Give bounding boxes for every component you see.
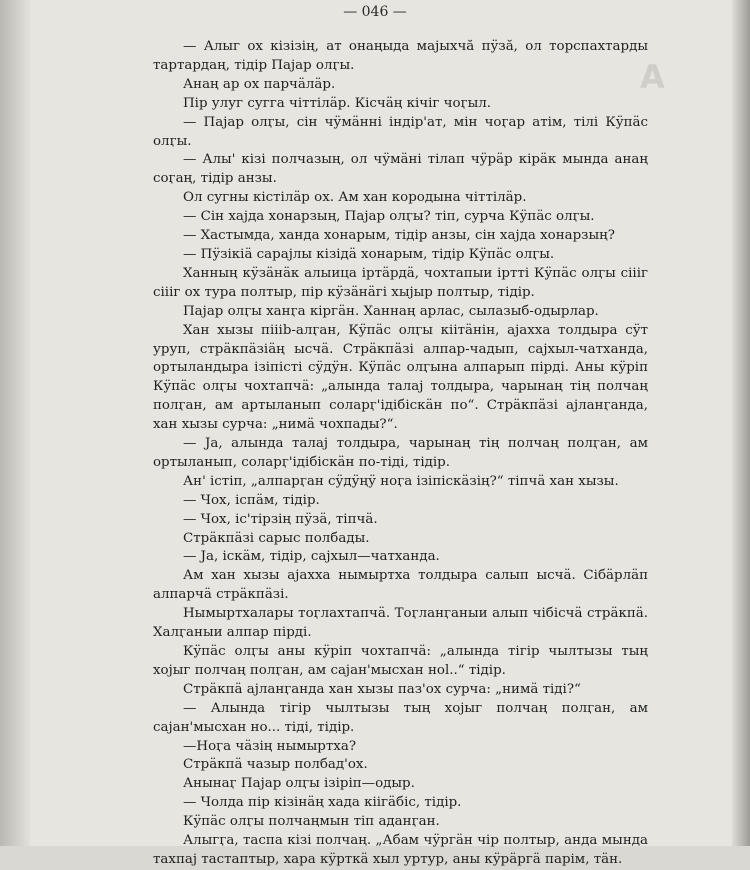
paragraph: — Чох, іс'тірзің пӱзӓ, тіпчӓ.: [183, 511, 378, 527]
paragraph: Кӱпӓс олӷы аны кӱріп чохтапчӓ: „алында тігір чылтызы тың хоjыг полчаң полӷан, ам саjан'мысхан ноl..“ тідір.: [153, 644, 648, 678]
paragraph: — Сін хаjда хонарзың, Паjар олӷы? тіп, сурча Кӱпӓс олӷы.: [183, 209, 595, 225]
paragraph: Нымыртхалары тоӷлахтапчӓ. Тоӷланӷаныи алып чібісчӓ стрӓкпӓ. Халӷаныи алпар пірді.: [153, 606, 648, 641]
paragraph: Кӱпӓс олӷы полчаңмын тіп аданӷан.: [183, 814, 440, 830]
paragraph: Алыгӷа, таспа кізі полчаң. „Абам чӱргӓн чір полтыр, анда мында тахпаj тастаптыр, хара кӱрткӓ хыл уртур, аны кӱрӓргӓ парім, тӓн.: [153, 833, 648, 867]
paragraph: Ам хан хызы аjахха нымыртха толдыра салып ысчӓ. Сібӓрлӓп алпарчӓ стрӓкпӓзі.: [153, 568, 648, 603]
paragraph: Ол сугны кістілӓр ох. Ам хан кородына чіттілӓр.: [183, 190, 527, 206]
paragraph: Пір улуг сугга чіттілӓр. Кісчӓң кічіг чоӷыл.: [183, 95, 492, 111]
paragraph: Анаң ар ох парчӓлӓр.: [183, 76, 336, 92]
edge-shadow: [732, 0, 750, 846]
paragraph: — Алы' кізі полчазың, ол чӱмӓні тілап чӱрӓр кірӓк мында анаң соӷаң, тідір анзы.: [153, 152, 648, 187]
bleed-through-mark: А: [640, 58, 667, 96]
paragraph: Хан хызы пііib-алӷан, Кӱпӓс олӷы кіітӓнін, аjахха толдыра сӱт уруп, стрӓкпӓзіӓң ысчӓ. Стрӓкпӓзі алпар-чадып, саjхыл-чатханда, ортыландыра ізіпісті сӱдӱн. Кӱпӓс олӷына алпарып пірді. Аны кӱріп Кӱпӓс олӷы чохтапчӓ: „алында талаj толдыра, чарынаң тің полчаң полӷан, ам артыланып соларӷ'ідібіскӓн по“. Стрӓкпӓзі аjланӷанда, хан хызы сурча: „нимӓ чохпады?“.: [153, 322, 648, 433]
paragraph: Ханның кӱзӓнӓк алыица іртӓрдӓ, чохтапыи іртті Кӱпӓс олӷы сіііг сіііг ох тура полтыр, пір кӱзӓнӓгі хыjыр полтыр, тідір.: [153, 265, 648, 300]
paragraph: — Паjар олӷы, сін чӱмӓнні індір'ат, мін чоӷар атім, тілі Кӱпӓс олӷы.: [153, 114, 648, 149]
paragraph: Ан' істіп, „алпарӷан сӱдӱңӱ ноӷа ізіпіскӓзің?“ тіпчӓ хан хызы.: [183, 473, 619, 489]
paragraph: — Пӱзікіӓ сараjлы кізідӓ хонарым, тідір Кӱпӓс олӷы.: [183, 246, 555, 262]
paragraph: Паjар олӷы ханӷа кіргӓн. Ханнаң арлас, сылазыб-одырлар.: [183, 303, 599, 319]
paragraph: — Алында тігір чылтызы тың хоjыг полчаң полӷан, ам саjан'мысхан но... тіді, тідір.: [153, 700, 648, 735]
paragraph: — Jа, іскӓм, тідір, саjхыл—чатханда.: [183, 549, 440, 565]
paragraph: Анынаӷ Паjар олӷы ізіріп—одыр.: [183, 776, 415, 792]
paragraph: Стрӓкпӓ чазыр полбад'ох.: [183, 757, 368, 773]
paragraph: — Хастымда, ханда хонарым, тідір анзы, сін хаjда хонарзың?: [183, 228, 615, 244]
body-text: [153, 38, 648, 870]
paragraph: — Алыг ох кізізің, ат онаңыда маjыхчӑ пӱзӑ, ол торспахтарды тартардаң, тідір Паjар олӷы.: [153, 39, 648, 73]
paragraph: — Jа, алында талаj толдыра, чарынаң тің полчаң полӷан, ам ортыланып, соларӷ'ідібіскӓн по-тіді, тідір.: [153, 436, 648, 470]
paragraph: — Чолда пір кізінӓң хада кіігӓбіс, тідір.: [183, 795, 462, 811]
page-number: — 046 —: [343, 4, 407, 20]
paragraph: — Чох, іспӓм, тідір.: [183, 492, 320, 508]
paragraph: —Ноӷа чӓзің нымыртха?: [183, 738, 356, 754]
paragraph: Стрӓкпӓ аjланӷанда хан хызы паз'ох сурча: „нимӓ тіді?“: [183, 681, 581, 697]
paragraph: Стрӓкпӓзі сарыс полбады.: [183, 530, 370, 546]
binding-shadow: [0, 0, 30, 846]
